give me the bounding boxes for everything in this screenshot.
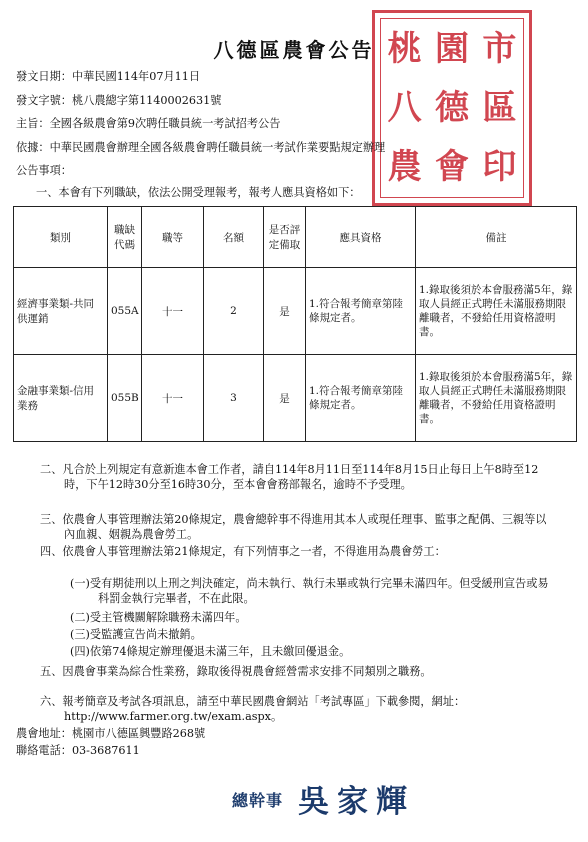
seal-char: 八 [387, 87, 422, 128]
document-number: 發文字號：桃八農總字第1140002631號 [16, 94, 222, 107]
seal-char: 德 [434, 87, 469, 128]
standby-cell: 是 [264, 355, 306, 442]
code-cell: 055A [108, 268, 142, 355]
official-seal-icon [372, 10, 532, 206]
seal-char: 會 [434, 147, 469, 188]
item-6: 六、報考簡章及考試各項訊息，請至中華民國農會網站「考試專區」下載參閱，網址：http://www.farmer.org.tw/exam.aspx。 [40, 695, 466, 723]
seal-char: 園 [434, 28, 469, 69]
column-header: 職缺代碼 [108, 207, 142, 268]
category-cell: 金融事業類-信用業務 [14, 355, 108, 442]
item-4-sub-4: (四)依第74條規定辦理優退未滿三年，且未繳回優退金。 [70, 645, 351, 658]
item-1: 一、本會有下列職缺，依法公開受理報考，報考人應具資格如下： [36, 186, 361, 199]
item-4-sub-1: (一)受有期徒刑以上刑之判決確定，尚未執行、執行未畢或執行完畢未滿四年。但受緩刑宣告或易科罰金執行完畢者，不在此限。 [70, 577, 549, 605]
count-cell: 3 [204, 355, 264, 442]
seal-char: 桃 [387, 28, 422, 69]
item-3: 三、依農會人事管理辦法第20條規定，農會總幹事不得進用其本人或現任理事、監事之配偶、三親等以內血親、姻親為農會勞工。 [40, 513, 547, 541]
basis-line: 依據：中華民國農會辦理全國各級農會聘任職員統一考試作業要點規定辦理 [16, 141, 386, 154]
column-header: 類別 [14, 207, 108, 268]
remark-cell: 1.錄取後須於本會服務滿5年，錄取人員經正式聘任未滿服務期限離職者，不發給任用資格證明書。 [416, 268, 577, 355]
page-title: 八德區農會公告 [213, 38, 375, 62]
signature-title: 總幹事 [232, 791, 284, 810]
category-cell: 經濟事業類-共同供運銷 [14, 268, 108, 355]
issue-date: 發文日期：中華民國114年07月11日 [16, 70, 201, 83]
column-header: 職等 [142, 207, 204, 268]
seal-char: 印 [482, 147, 517, 188]
item-4: 四、依農會人事管理辦法第21條規定，有下列情事之一者，不得進用為農會勞工： [40, 545, 446, 558]
item-4-sub-3: (三)受監護宣告尚未撤銷。 [70, 628, 202, 641]
seal-char: 農 [387, 147, 422, 188]
grade-cell: 十一 [142, 355, 204, 442]
signature-name: 吳家輝 [298, 784, 415, 820]
column-header: 名額 [204, 207, 264, 268]
remark-cell: 1.錄取後須於本會服務滿5年，錄取人員經正式聘任未滿服務期限離職者，不發給任用資格證明書。 [416, 355, 577, 442]
code-cell: 055B [108, 355, 142, 442]
item-4-sub-2: (二)受主管機關解除職務未滿四年。 [70, 611, 247, 624]
subject-line: 主旨：全國各級農會第9次聘任職員統一考試招考公告 [16, 117, 281, 130]
item-5: 五、因農會事業為綜合性業務，錄取後得視農會經營需求安排不同類別之職務。 [40, 665, 432, 678]
phone-line: 聯絡電話：03-3687611 [16, 744, 140, 757]
job-openings-table [13, 206, 577, 442]
qualification-cell: 1.符合報考簡章第陸條規定者。 [306, 355, 416, 442]
table-row [14, 268, 577, 355]
grade-cell: 十一 [142, 268, 204, 355]
seal-char: 區 [482, 87, 517, 128]
standby-cell: 是 [264, 268, 306, 355]
signature-block [228, 776, 428, 820]
count-cell: 2 [204, 268, 264, 355]
announcement-items-label: 公告事項： [16, 164, 72, 177]
column-header: 應具資格 [306, 207, 416, 268]
seal-char: 市 [482, 28, 517, 69]
address-line: 農會地址：桃園市八德區興豐路268號 [16, 727, 206, 740]
table-row [14, 355, 577, 442]
table-header-row [14, 207, 577, 268]
column-header: 備註 [416, 207, 577, 268]
qualification-cell: 1.符合報考簡章第陸條規定者。 [306, 268, 416, 355]
item-2: 二、凡合於上列規定有意新進本會工作者，請自114年8月11日至114年8月15日止每日上午8時至12時，下午12時30分至16時30分，至本會會務部報名，逾時不予受理。 [40, 463, 539, 491]
column-header: 是否評定備取 [264, 207, 306, 268]
